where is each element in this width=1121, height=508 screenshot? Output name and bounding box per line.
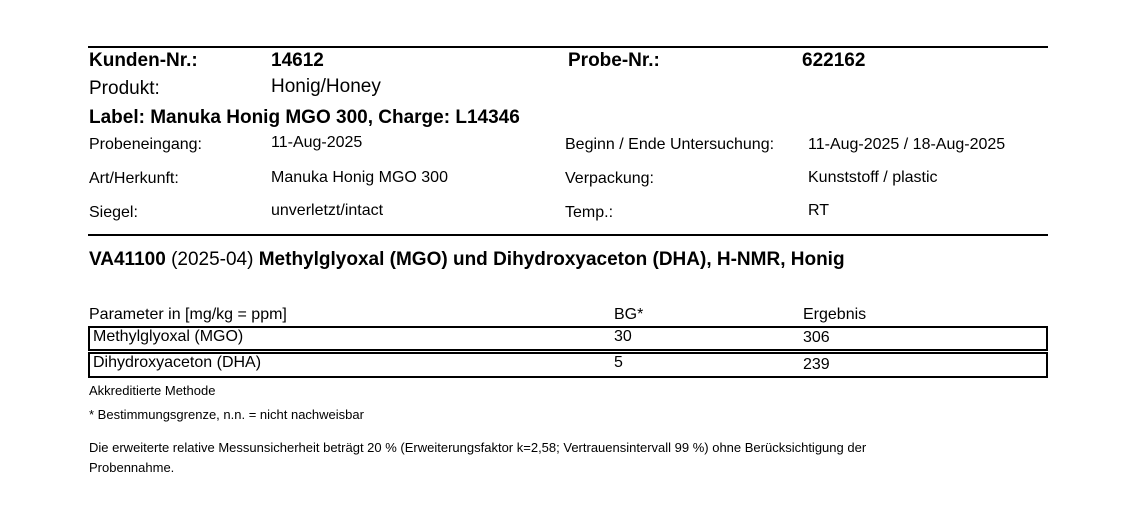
uncertainty-line-2: Probennahme. — [89, 460, 175, 475]
section-rule — [88, 234, 1048, 236]
probe-nr-label: Probe-Nr.: — [568, 50, 660, 71]
verpackung-label: Verpackung: — [565, 170, 654, 187]
probeneingang-value: 11-Aug-2025 — [271, 134, 363, 151]
produkt-label: Produkt: — [89, 78, 160, 99]
kunden-nr-label: Kunden-Nr.: — [89, 50, 198, 71]
produkt-value: Honig/Honey — [271, 76, 381, 97]
accredited-note: Akkreditierte Methode — [89, 383, 216, 398]
art-herkunft-label: Art/Herkunft: — [89, 170, 179, 187]
row-1-bg: 30 — [614, 328, 632, 345]
probeneingang-label: Probeneingang: — [89, 136, 202, 153]
method-version: (2025-04) — [171, 249, 254, 270]
method-name: Methylglyoxal (MGO) und Dihydroxyaceton (DHA), H-NMR, Honig — [258, 249, 845, 270]
probe-nr-value: 622162 — [802, 50, 866, 71]
method-title — [89, 249, 845, 271]
untersuchung-value: 11-Aug-2025 / 18-Aug-2025 — [808, 136, 1006, 153]
temp-label: Temp.: — [565, 204, 614, 221]
art-herkunft-value: Manuka Honig MGO 300 — [271, 169, 448, 186]
untersuchung-label: Beginn / Ende Untersuchung: — [565, 136, 775, 153]
table-header-bg: BG* — [614, 306, 644, 323]
row-1-ergebnis: 306 — [803, 329, 830, 346]
method-code: VA41100 — [89, 249, 166, 270]
table-header-ergebnis: Ergebnis — [803, 306, 867, 323]
row-2-parameter: Dihydroxyaceton (DHA) — [93, 354, 262, 371]
row-2-ergebnis: 239 — [803, 356, 830, 373]
verpackung-value: Kunststoff / plastic — [808, 169, 938, 186]
footnote: * Bestimmungsgrenze, n.n. = nicht nachweisbar — [89, 407, 364, 422]
label-line: Label: Manuka Honig MGO 300, Charge: L14346 — [89, 107, 520, 128]
siegel-label: Siegel: — [89, 204, 138, 221]
kunden-nr-value: 14612 — [271, 50, 324, 71]
row-2-bg: 5 — [614, 354, 623, 371]
siegel-value: unverletzt/intact — [271, 202, 384, 219]
temp-value: RT — [808, 202, 830, 219]
top-rule — [88, 46, 1048, 48]
row-1-parameter: Methylglyoxal (MGO) — [93, 328, 244, 345]
uncertainty-line-1: Die erweiterte relative Messunsicherheit beträgt 20 % (Erweiterungsfaktor k=2,58; Vertrauensintervall 99 %) ohne Berücksichtigung der — [89, 440, 867, 455]
table-header-parameter: Parameter in [mg/kg = ppm] — [89, 306, 287, 323]
